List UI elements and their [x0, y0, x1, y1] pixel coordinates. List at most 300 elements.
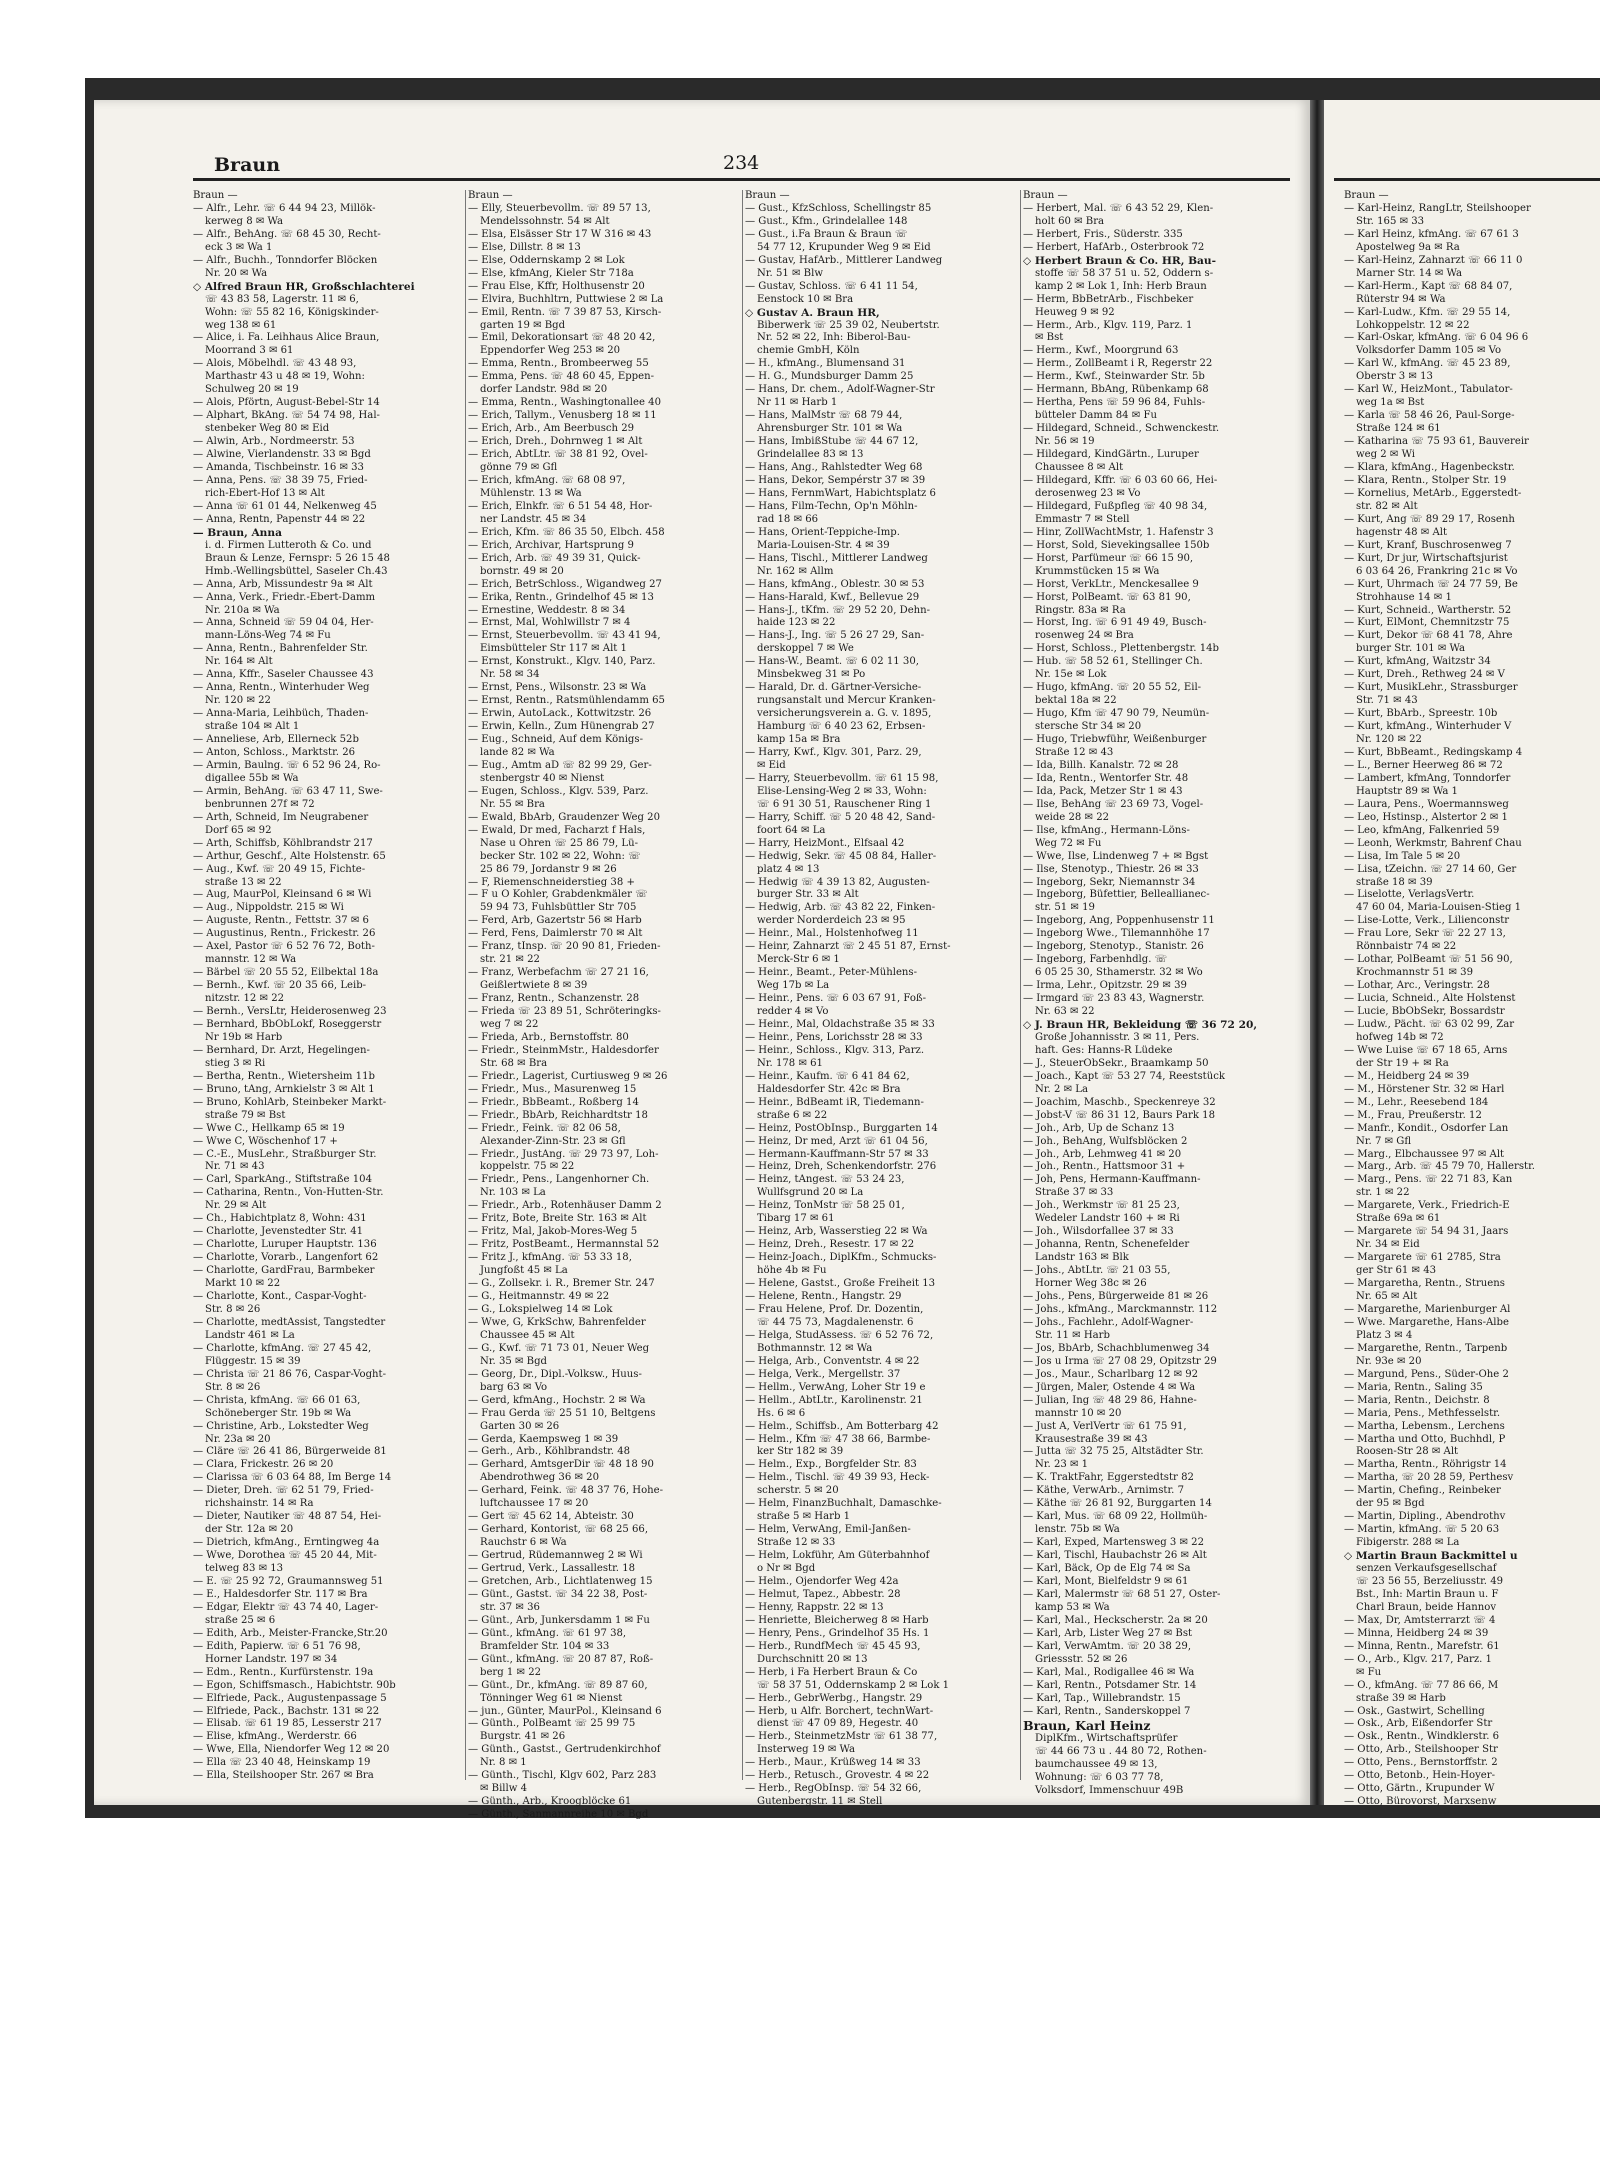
directory-entry-line: — Heinr., Beamt., Peter-Mühlens- [745, 967, 918, 979]
directory-entry-line: — Jos u Irma ☏ 27 08 29, Opitzstr 29 [1023, 1355, 1217, 1367]
directory-entry-line: — Hans, kfmAng., Oblestr. 30 ✉ 53 [745, 578, 925, 590]
directory-entry-line: — Auguste, Rentn., Fettstr. 37 ✉ 6 [193, 915, 369, 927]
directory-entry-line: — Heinz, Dreh., Resestr. 17 ✉ 22 [745, 1239, 915, 1251]
directory-entry-line: platz 4 ✉ 13 [757, 863, 820, 875]
directory-entry-line: — Heinr., Kaufm. ☏ 6 41 84 62, [745, 1070, 910, 1082]
directory-entry-line: — Ferd, Arb, Gazertstr 56 ✉ Harb [468, 915, 642, 927]
directory-entry-line: — Laura, Pens., Woermannsweg [1344, 798, 1509, 810]
directory-entry-line: — Axel, Pastor ☏ 6 52 76 72, Both- [193, 941, 375, 953]
directory-entry-line: — L., Berner Heerweg 86 ✉ 72 [1344, 759, 1503, 771]
directory-entry-line: — Gust., Kfm., Grindelallee 148 [745, 215, 908, 227]
directory-entry-line: Nr. 20 ✉ Wa [205, 267, 268, 279]
book-gutter [1310, 100, 1324, 1805]
directory-entry-line: — Emma, Rentn., Washingtonallee 40 [468, 397, 661, 409]
directory-entry-line: Bothmannstr. 12 ✉ Wa [757, 1342, 873, 1354]
directory-entry-line: ☏ 43 83 58, Lagerstr. 11 ✉ 6, [205, 293, 359, 305]
directory-entry-line: — Liselotte, VerlagsVertr. [1344, 889, 1475, 901]
directory-entry-line: — Gerd, kfmAng., Hochstr. 2 ✉ Wa [468, 1394, 646, 1406]
directory-entry-line: — Kurt, BbArb., Spreestr. 10b [1344, 708, 1498, 720]
directory-entry-line: — Ingeborg, Sekr, Niemannstr 34 [1023, 876, 1196, 888]
directory-entry-line: — C.-E., MusLehr., Straßburger Str. [193, 1148, 377, 1160]
directory-entry-line: — Helm., Kfm ☏ 47 38 66, Barmbe- [745, 1433, 931, 1445]
directory-entry-line: — Wwe, G, KrkSchw, Bahrenfelder [468, 1316, 646, 1328]
directory-entry-line: bektal 18a ✉ 22 [1035, 695, 1117, 707]
directory-entry-line: — Johs., Fachlehr., Adolf-Wagner- [1023, 1316, 1194, 1328]
directory-entry-line: straße 25 ✉ 6 [205, 1614, 276, 1626]
directory-entry-line: — Carl, SparkAng., Stiftstraße 104 [193, 1174, 372, 1186]
directory-entry-line: der Str. 12a ✉ 20 [205, 1524, 294, 1536]
directory-entry-line: Nr. 15e ✉ Lok [1035, 669, 1107, 681]
directory-entry-line: stenbergstr 40 ✉ Nienst [480, 772, 605, 784]
directory-entry-line: — Martin, Chefing., Reinbeker [1344, 1485, 1501, 1497]
directory-entry-line: — Anneliese, Arb, Ellerneck 52b [193, 734, 359, 746]
directory-entry-line: — Hedwig, Arb. ☏ 43 82 22, Finken- [745, 902, 936, 914]
directory-entry-line: — Günt., Gastst. ☏ 34 22 38, Post- [468, 1588, 648, 1600]
directory-entry-line: — Heinr., BdBeamt iR, Tiedemann- [745, 1096, 924, 1108]
directory-entry-line: — Helene, Gastst., Große Freiheit 13 [745, 1278, 936, 1290]
directory-entry-line: — Bärbel ☏ 20 55 52, Eilbektal 18a [193, 967, 379, 979]
directory-entry-line: — Erich, kfmAng. ☏ 68 08 97, [468, 474, 626, 486]
directory-entry-line: — Ingeborg, Ang, Poppenhusenstr 11 [1023, 915, 1215, 927]
directory-entry-line: digallee 55b ✉ Wa [205, 772, 299, 784]
directory-entry-line: koppelstr. 75 ✉ 22 [480, 1161, 575, 1173]
directory-entry-line: Str. 8 ✉ 26 [205, 1303, 261, 1315]
directory-entry-line: — Hans, Film-Techn, Op'n Möhln- [745, 500, 918, 512]
directory-entry-line: — Eug., Schneid, Auf dem Königs- [468, 734, 643, 746]
directory-entry-line: — Christa, kfmAng. ☏ 66 01 63, [193, 1394, 361, 1406]
directory-entry-line: — Harry, Schiff. ☏ 5 20 48 42, Sand- [745, 811, 936, 823]
directory-entry-line: — Gert ☏ 45 62 14, Abteistr. 30 [468, 1511, 634, 1523]
directory-entry-line: — Erich, Archivar, Hartsprung 9 [468, 539, 634, 551]
directory-entry-line: Braun, Karl Heinz [1023, 1718, 1151, 1734]
directory-entry-line: Dorf 65 ✉ 92 [205, 824, 272, 836]
directory-entry-line: ◇ Gustav A. Braun HR, [745, 306, 880, 319]
directory-entry-line: — Ernst, Konstrukt., Klgv. 140, Parz. [468, 656, 656, 668]
directory-entry-line: — Heinz, Dr med, Arzt ☏ 61 04 56, [745, 1135, 928, 1147]
directory-entry-line: — H., kfmAng., Blumensand 31 [745, 358, 906, 370]
directory-entry-line: — Karl-Heinz, RangLtr, Steilshooper [1344, 202, 1531, 214]
directory-entry-line: — Herb., RegObInsp. ☏ 54 32 66, [745, 1783, 922, 1795]
directory-entry-line: — Günt., kfmAng. ☏ 20 87 87, Roß- [468, 1653, 654, 1665]
directory-entry-line: — Helm., Ojendorfer Weg 42a [745, 1575, 899, 1587]
directory-entry-line: — Else, Dillstr. 8 ✉ 13 [468, 241, 581, 253]
directory-entry-line: Minsbekweg 31 ✉ Po [757, 669, 866, 681]
directory-entry-line: barg 63 ✉ Vo [480, 1381, 548, 1393]
directory-entry-line: Flüggestr. 15 ✉ 39 [205, 1355, 301, 1367]
directory-entry-line: o Nr ✉ Bgd [757, 1563, 816, 1575]
directory-entry-line: str. 37 ✉ 36 [480, 1601, 540, 1613]
directory-entry-line: — Charlotte, Luruper Hauptstr. 136 [193, 1239, 377, 1251]
directory-entry-line: ☏ 44 66 73 u . 44 80 72, Rothen- [1035, 1746, 1207, 1758]
directory-entry-line: — Marg., Arb. ☏ 45 79 70, Hallerstr. [1344, 1161, 1535, 1173]
directory-entry-line: — Elvira, Buchhltrn, Puttwiese 2 ✉ La [468, 293, 664, 305]
directory-entry-line: — Gustav, Schloss. ☏ 6 41 11 54, [745, 280, 918, 292]
directory-entry-line: der Str 19 + ✉ Ra [1356, 1057, 1449, 1069]
directory-entry-line: Tönninger Weg 61 ✉ Nienst [480, 1692, 623, 1704]
directory-entry-line: weg 2 ✉ Wi [1356, 449, 1416, 461]
directory-entry-line: — Frieda, Arb., Bernstoffstr. 80 [468, 1031, 629, 1043]
directory-entry-line: — Hellm., AbtLtr., Karolinenstr. 21 [745, 1394, 923, 1406]
directory-entry-line: — Anna, Pens. ☏ 38 39 75, Fried- [193, 474, 368, 486]
directory-entry-line: Krummstücken 15 ✉ Wa [1035, 565, 1160, 577]
directory-entry-line: — Ernestine, Weddestr. 8 ✉ 34 [468, 604, 626, 616]
directory-entry-line: — Arth, Schneid, Im Neugrabener [193, 811, 369, 823]
directory-column-4 [1023, 190, 1298, 1797]
directory-entry-line: ◇ Herbert Braun & Co. HR, Bau- [1023, 254, 1217, 267]
directory-entry-line: — Elfriede, Pack., Bachstr. 131 ✉ 22 [193, 1705, 380, 1717]
directory-entry-line: — Charlotte, GardFrau, Barmbeker [193, 1265, 375, 1277]
directory-entry-line: ☏ 6 91 30 51, Rauschener Ring 1 [757, 798, 932, 810]
directory-entry-line: — Wwe, Ella, Niendorfer Weg 12 ✉ 20 [193, 1744, 390, 1756]
directory-entry-line: — Helm, Lokführ, Am Güterbahnhof [745, 1550, 930, 1562]
directory-entry-line: — Gerhard, Feink. ☏ 48 37 76, Hohe- [468, 1485, 664, 1497]
directory-entry-line: rosenweg 24 ✉ Bra [1035, 630, 1134, 642]
directory-entry-line: Nr. 7 ✉ Gfl [1356, 1135, 1412, 1147]
directory-entry-line: — Margaretha, Rentn., Struens [1344, 1278, 1505, 1290]
directory-entry-line: — Anna, Rentn., Winterhuder Weg [193, 682, 370, 694]
directory-entry-line: Nr. 56 ✉ 19 [1035, 436, 1095, 448]
directory-entry-line: Burgstr. 41 ✉ 26 [480, 1731, 566, 1743]
directory-entry-line: Volksdorf, Immenschuur 49B [1035, 1785, 1184, 1797]
directory-entry-line: — Joh, Pens, Hermann-Kauffmann- [1023, 1174, 1201, 1186]
directory-entry-line: Nr. 34 ✉ Eid [1356, 1239, 1420, 1251]
directory-entry-line: kamp 2 ✉ Lok 1, Inh: Herb Braun [1035, 280, 1207, 292]
directory-entry-line: richshainstr. 14 ✉ Ra [205, 1498, 314, 1510]
directory-entry-line: i. d. Firmen Lutteroth & Co. und [205, 539, 372, 551]
directory-entry-line: ✉ Billw 4 [480, 1783, 528, 1795]
directory-entry-line: — Hugo, kfmAng. ☏ 20 55 52, Eil- [1023, 682, 1202, 694]
directory-entry-line: — Kurt, Ang ☏ 89 29 17, Rosenh [1344, 513, 1515, 525]
directory-entry-line: — Anna, Kffr., Saseler Chaussee 43 [193, 669, 374, 681]
directory-entry-line: — Eug., Amtm aD ☏ 82 99 29, Ger- [468, 759, 652, 771]
directory-entry-line: ◇ J. Braun HR, Bekleidung ☏ 36 72 20, [1023, 1019, 1258, 1031]
directory-entry-line: — Lisa, tZeichn. ☏ 27 14 60, Ger [1344, 863, 1517, 875]
directory-entry-line: — Klara, Rentn., Stolper Str. 19 [1344, 474, 1507, 486]
directory-entry-line: — Helene, Rentn., Hangstr. 29 [745, 1291, 902, 1303]
directory-entry-line: Nr. 178 ✉ 61 [757, 1057, 823, 1069]
directory-entry-line: — G., Zollsekr. i. R., Bremer Str. 247 [468, 1278, 655, 1290]
directory-entry-line: der 95 ✉ Bgd [1356, 1498, 1425, 1510]
directory-entry-line: Krochmannstr 51 ✉ 39 [1356, 967, 1474, 979]
directory-entry-line: — Erich, BetrSchloss., Wigandweg 27 [468, 578, 662, 590]
directory-entry-line: — Emma, Rentn., Brombeerweg 55 [468, 358, 649, 370]
directory-entry-line: Merck-Str 6 ✉ 1 [757, 954, 840, 966]
directory-entry-line: Strohhause 14 ✉ 1 [1356, 591, 1452, 603]
directory-entry-line: — Gust., i.Fa Braun & Braun ☏ [745, 228, 908, 240]
directory-entry-line: Maria-Louisen-Str. 4 ✉ 39 [757, 539, 890, 551]
directory-entry-line: — Kurt, Uhrmach ☏ 24 77 59, Be [1344, 578, 1518, 590]
directory-entry-line: Markt 10 ✉ 22 [205, 1278, 281, 1290]
directory-entry-line: eck 3 ✉ Wa 1 [205, 241, 273, 253]
directory-entry-line: — Hedwig ☏ 4 39 13 82, Augusten- [745, 876, 930, 888]
directory-entry-line: — Herb., GebrWerbg., Hangstr. 29 [745, 1692, 923, 1704]
directory-entry-line: — Joh., Wilsdorfallee 37 ✉ 33 [1023, 1226, 1174, 1238]
directory-entry-line: — Margarete ☏ 54 94 31, Jaars [1344, 1226, 1509, 1238]
directory-entry-line: — Johs., AbtLtr. ☏ 21 03 55, [1023, 1265, 1171, 1277]
directory-entry-line: — Otto, Gärtn., Krupunder W [1344, 1783, 1495, 1795]
directory-entry-line: — Anna, Arb, Missundestr 9a ✉ Alt [193, 578, 373, 590]
directory-entry-line: — Heinr., Schloss., Klgv. 313, Parz. [745, 1044, 925, 1056]
directory-entry-line: — Ernst, Mal, Wohlwillstr 7 ✉ 4 [468, 617, 631, 629]
directory-entry-line: — Kurt, BbBeamt., Redingskamp 4 [1344, 746, 1523, 758]
directory-entry-line: Hamburg ☏ 6 40 23 62, Erbsen- [757, 721, 926, 733]
directory-entry-line: Landstr 461 ✉ La [205, 1329, 295, 1341]
directory-entry-line: — Friedr., BbBeamt., Roßberg 14 [468, 1096, 639, 1108]
directory-entry-line: — Helga, Verk., Mergellstr. 37 [745, 1368, 901, 1380]
directory-entry-line: — Ernst, Rentn., Ratsmühlendamm 65 [468, 695, 665, 707]
directory-entry-line: Nr. 52 ✉ 22, Inh: Biberol-Bau- [757, 332, 911, 344]
directory-entry-line: — Kurt, Dr jur, Wirtschaftsjurist [1344, 552, 1508, 564]
directory-entry-line: — Edith, Arb., Meister-Francke,Str.20 [193, 1627, 388, 1639]
directory-entry-line: — Dietrich, kfmAng., Erntingweg 4a [193, 1537, 380, 1549]
directory-entry-line: — Ilse, Stenotyp., Thiestr. 26 ✉ 33 [1023, 863, 1199, 875]
directory-entry-line: — Ida, Rentn., Wentorfer Str. 48 [1023, 772, 1189, 784]
directory-entry-line: — Aug., Kwf. ☏ 20 49 15, Fichte- [193, 863, 366, 875]
directory-entry-line: straße 79 ✉ Bst [205, 1109, 286, 1121]
directory-entry-line: Wullfsgrund 20 ✉ La [757, 1187, 864, 1199]
directory-column-1 [193, 190, 468, 1780]
directory-entry-line: — Herb., SteinmetzMstr ☏ 61 38 77, [745, 1731, 938, 1743]
directory-entry-line: — Horst, Ing. ☏ 6 91 49 49, Busch- [1023, 617, 1207, 629]
directory-entry-line: — Ingeborg, Farbenhdlg. ☏ [1023, 954, 1168, 966]
page-number: 234 [723, 152, 760, 174]
directory-entry-line: garten 19 ✉ Bgd [480, 319, 566, 331]
directory-entry-line: höhe 4b ✉ Fu [757, 1265, 827, 1277]
directory-entry-line: redder 4 ✉ Vo [757, 1006, 829, 1018]
directory-entry-line: — Henny, Rappstr. 22 ✉ 13 [745, 1601, 884, 1613]
directory-entry-line: — Günt., kfmAng. ☏ 61 97 38, [468, 1627, 627, 1639]
directory-entry-line: — Martha, ☏ 20 28 59, Perthesv [1344, 1472, 1514, 1484]
directory-entry-line: — Herb., Retusch., Grovestr. 4 ✉ 22 [745, 1770, 930, 1782]
directory-entry-line: — Karl, Mal., Rodigallee 46 ✉ Wa [1023, 1666, 1195, 1678]
directory-entry-line: — Eugen, Schloss., Klgv. 539, Parz. [468, 785, 649, 797]
directory-entry-line: Straße 124 ✉ 61 [1356, 423, 1441, 435]
directory-entry-line: — Henry, Pens., Grindelhof 35 Hs. 1 [745, 1627, 930, 1639]
directory-entry-line: — K. TraktFahr, Eggerstedtstr 82 [1023, 1472, 1194, 1484]
directory-entry-line: Mühlenstr. 13 ✉ Wa [480, 487, 582, 499]
directory-entry-line: Alexander-Zinn-Str. 23 ✉ Gfl [480, 1135, 626, 1147]
directory-entry-line: — Helm, VerwAng, Emil-Janßen- [745, 1524, 911, 1536]
directory-entry-line: Tibarg 17 ✉ 61 [757, 1213, 835, 1225]
directory-entry-line: hagenstr 48 ✉ Alt [1356, 526, 1448, 538]
directory-entry-line: — Helm., Schiffsb., Am Botterbarg 42 [745, 1420, 939, 1432]
directory-entry-line: — Gertrud, Rüdemannweg 2 ✉ Wi [468, 1550, 643, 1562]
directory-entry-line: — Karl, Exped, Martensweg 3 ✉ 22 [1023, 1537, 1205, 1549]
directory-entry-line: ker Str 182 ✉ 39 [757, 1446, 844, 1458]
directory-entry-line: Marner Str. 14 ✉ Wa [1356, 267, 1463, 279]
directory-entry-line: — Hans-Harald, Kwf., Bellevue 29 [745, 591, 920, 603]
directory-entry-line: — Heinz, PostObInsp., Burggarten 14 [745, 1122, 938, 1134]
directory-entry-line: — Hildegard, Schneid., Schwenckestr. [1023, 423, 1220, 435]
directory-entry-line: — Lise-Lotte, Verk., Lilienconstr [1344, 915, 1510, 927]
directory-entry-line: — Margarete ☏ 61 2785, Stra [1344, 1252, 1501, 1264]
directory-entry-line: — Hedwig, Sekr. ☏ 45 08 84, Haller- [745, 850, 937, 862]
directory-entry-line: Horner Weg 38c ✉ 26 [1035, 1278, 1147, 1290]
directory-entry-line: — Hertha, Pens ☏ 59 96 84, Fuhls- [1023, 397, 1206, 409]
directory-entry-line: — Karl, Tischl, Haubachstr 26 ✉ Alt [1023, 1550, 1207, 1562]
directory-entry-line: weg 138 ✉ 61 [205, 319, 277, 331]
directory-entry-line: — Hildegard, Kffr. ☏ 6 03 60 66, Hei- [1023, 474, 1218, 486]
directory-entry-line: — Günth., Arb., Kroogblöcke 61 [468, 1796, 632, 1808]
directory-entry-line: — Armin, Baulng. ☏ 6 52 96 24, Ro- [193, 759, 381, 771]
directory-entry-line: — Braun, Anna [193, 526, 282, 539]
directory-entry-line: scherstr. 5 ✉ 20 [757, 1485, 839, 1497]
directory-entry-line: — Charlotte, kfmAng. ☏ 27 45 42, [193, 1342, 372, 1354]
directory-entry-line: Horner Landstr. 197 ✉ 34 [205, 1653, 338, 1665]
directory-entry-line: — Erich, Dreh., Dohrnweg 1 ✉ Alt [468, 436, 643, 448]
directory-entry-line: — Kornelius, MetArb., Eggerstedt- [1344, 487, 1522, 499]
directory-entry-line: — Marg., Pens. ☏ 22 71 83, Kan [1344, 1174, 1513, 1186]
directory-entry-line: — Jos., Maur., Scharlbarg 12 ✉ 92 [1023, 1368, 1199, 1380]
directory-entry-line: — Hans, MalMstr ☏ 68 79 44, [745, 410, 903, 422]
directory-entry-line: — Harry, HeizMont., Elfsaal 42 [745, 837, 905, 849]
directory-entry-line: Nr. 2 ✉ La [1035, 1083, 1088, 1095]
directory-entry-line: holt 60 ✉ Bra [1035, 215, 1105, 227]
directory-entry-line: — Erich, Arb. ☏ 49 39 31, Quick- [468, 552, 641, 564]
directory-entry-line: — Helm., Exp., Borgfelder Str. 83 [745, 1459, 917, 1471]
directory-entry-line: — Martha, Rentn., Röhrigstr 14 [1344, 1459, 1507, 1471]
directory-entry-line: — Käthe ☏ 26 81 92, Burggarten 14 [1023, 1498, 1212, 1510]
directory-entry-line: ☏ 58 37 51, Oddernskamp 2 ✉ Lok 1 [757, 1679, 950, 1691]
directory-entry-line: — Maria, Rentn., Saling 35 [1344, 1381, 1483, 1393]
directory-entry-line: ✉ Bst [1035, 332, 1064, 344]
directory-entry-line: 47 60 04, Maria-Louisen-Stieg 1 [1356, 902, 1522, 914]
directory-entry-line: — Ludw., Pächt. ☏ 63 02 99, Zar [1344, 1019, 1515, 1030]
directory-entry-line: — Otto, Betonb., Hein-Hoyer- [1344, 1770, 1496, 1782]
directory-entry-line: — Irmgard ☏ 23 83 43, Wagnerstr. [1023, 993, 1205, 1005]
directory-entry-line: — Lisa, Im Tale 5 ✉ 20 [1344, 850, 1461, 862]
directory-entry-line: lenstr. 75b ✉ Wa [1035, 1524, 1120, 1536]
directory-entry-line: Oberstr 3 ✉ 13 [1356, 371, 1433, 383]
directory-entry-line: — Elsa, Elsässer Str 17 W 316 ✉ 43 [468, 228, 652, 240]
directory-entry-line: Nr. 23 ✉ 1 [1035, 1459, 1089, 1471]
directory-entry-line: Abendrothweg 36 ✉ 20 [480, 1472, 599, 1484]
directory-entry-line: — Heinz, Dreh, Schenkendorfstr. 276 [745, 1161, 937, 1173]
directory-entry-line: — Karl W., HeizMont., Tabulator- [1344, 384, 1513, 396]
directory-entry-line: burger Str. 33 ✉ Alt [757, 889, 859, 901]
directory-entry-line: bornstr. 49 ✉ 20 [480, 565, 564, 577]
directory-entry-line: — Hans-J., tKfm. ☏ 29 52 20, Dehn- [745, 604, 931, 616]
directory-entry-line: Rüterstr 94 ✉ Wa [1356, 293, 1446, 305]
directory-entry-line: rad 18 ✉ 66 [757, 513, 819, 525]
directory-entry-line: Hauptstr 89 ✉ Wa 1 [1356, 785, 1458, 797]
header-rule-right-page [1334, 178, 1600, 181]
directory-entry-line: — Frau Gerda ☏ 25 51 10, Beltgens [468, 1407, 656, 1419]
directory-entry-line: — Hans, ImbißStube ☏ 44 67 12, [745, 436, 919, 448]
directory-entry-line: — Günth., Gastst., Gertrudenkirchhof [468, 1744, 661, 1756]
directory-entry-line: — Kurt, kfmAng, Waitzstr 34 [1344, 656, 1491, 668]
directory-entry-line: — Ewald, Dr med, Facharzt f Hals, [468, 824, 646, 836]
directory-entry-line: — Bernh., VersLtr, Heiderosenweg 23 [193, 1006, 387, 1018]
directory-entry-line: — Karl W., kfmAng. ☏ 45 23 89, [1344, 358, 1511, 370]
directory-entry-line: — Lucia, Schneid., Alte Holstenst [1344, 993, 1516, 1005]
directory-entry-line: — Emil, Rentn. ☏ 7 39 87 53, Kirsch- [468, 306, 662, 318]
directory-entry-line: — Erich, AbtLtr. ☏ 38 81 92, Ovel- [468, 449, 648, 461]
directory-entry-line: — Herm., Kwf., Moorgrund 63 [1023, 345, 1179, 357]
directory-entry-line: — Herbert, Fris., Süderstr. 335 [1023, 228, 1183, 240]
directory-entry-line: Braun — [745, 190, 790, 201]
directory-entry-line: Griessstr. 52 ✉ 26 [1035, 1653, 1128, 1665]
directory-entry-line: — Bernh., Kwf. ☏ 20 35 66, Leib- [193, 980, 367, 992]
directory-entry-line: — Fritz, Mal, Jakob-Mores-Weg 5 [468, 1226, 638, 1238]
directory-entry-line: — Margarethe, Rentn., Tarpenb [1344, 1342, 1508, 1354]
directory-entry-line: — Cläre ☏ 26 41 86, Bürgerweide 81 [193, 1446, 387, 1458]
directory-entry-line: — Hub. ☏ 58 52 61, Stellinger Ch. [1023, 656, 1203, 668]
directory-entry-line: 59 94 73, Fuhlsbüttler Str 705 [480, 902, 637, 914]
directory-entry-line: — Joach., Kapt ☏ 53 27 74, Reeststück [1023, 1070, 1225, 1082]
directory-entry-line: — Manfr., Kondit., Osdorfer Lan [1344, 1122, 1509, 1134]
directory-entry-line: — Johanna, Rentn, Schenefelder [1023, 1239, 1190, 1251]
directory-entry-line: Bramfelder Str. 104 ✉ 33 [480, 1640, 610, 1652]
directory-entry-line: — O., Arb., Klgv. 217, Parz. 1 [1344, 1653, 1492, 1665]
directory-entry-line: Wohn: ☏ 55 82 16, Königskinder- [205, 306, 379, 318]
directory-entry-line: — Herm., Arb., Klgv. 119, Parz. 1 [1023, 319, 1193, 331]
directory-entry-line: — Hans, Dr. chem., Adolf-Wagner-Str [745, 384, 935, 396]
directory-entry-line: — Ferd, Fens, Daimlerstr 70 ✉ Alt [468, 928, 643, 940]
directory-entry-line: Weg 17b ✉ La [757, 980, 830, 992]
directory-entry-line: Eppendorfer Weg 253 ✉ 20 [480, 345, 621, 357]
directory-entry-line: — Charlotte, Kont., Caspar-Voght- [193, 1291, 367, 1303]
directory-entry-line: Mendelssohnstr. 54 ✉ Alt [480, 215, 610, 227]
directory-entry-line: — Heinr., Mal, Oldachstraße 35 ✉ 33 [745, 1019, 935, 1030]
directory-entry-line: Wohnung: ☏ 6 03 77 78, [1035, 1772, 1164, 1784]
directory-entry-line: — Franz, tInsp. ☏ 20 90 81, Frieden- [468, 941, 661, 953]
directory-entry-line: — Jutta ☏ 32 75 25, Altstädter Str. [1023, 1446, 1204, 1458]
directory-entry-line: Schöneberger Str. 19b ✉ Wa [205, 1407, 352, 1419]
directory-entry-line: — Kurt, Dekor ☏ 68 41 78, Ahre [1344, 630, 1513, 642]
directory-entry-line: — Anna, Verk., Friedr.-Ebert-Damm [193, 591, 376, 603]
directory-entry-line: — Else, kfmAng, Kieler Str 718a [468, 267, 634, 279]
directory-entry-line: Braun & Lenze, Fernspr: 5 26 15 48 [205, 552, 390, 564]
directory-entry-line: — Maria, Pens., Methfesselstr. [1344, 1407, 1501, 1419]
directory-entry-line: — M., Heidberg 24 ✉ 39 [1344, 1070, 1470, 1082]
directory-entry-line: — J., SteuerObSekr., Braamkamp 50 [1023, 1057, 1209, 1069]
directory-column-right-page [1344, 190, 1600, 1808]
directory-entry-line: — Kurt, MusikLehr., Strassburger [1344, 682, 1518, 694]
directory-entry-line: — Edith, Papierw. ☏ 6 51 76 98, [193, 1640, 361, 1652]
directory-entry-line: Nr. 210a ✉ Wa [205, 604, 280, 616]
directory-entry-line: Nr. 65 ✉ Alt [1356, 1291, 1418, 1303]
directory-entry-line: — M., Lehr., Reesebend 184 [1344, 1096, 1489, 1108]
directory-entry-line: — Jobst-V ☏ 86 31 12, Baurs Park 18 [1023, 1109, 1215, 1121]
directory-entry-line: 6 05 25 30, Sthamerstr. 32 ✉ Wo [1035, 967, 1203, 979]
directory-entry-line: ☏ 23 56 55, Berzeliusstr. 49 [1356, 1575, 1504, 1587]
directory-column-2 [468, 190, 743, 1821]
directory-entry-line: — Armin, BehAng. ☏ 63 47 11, Swe- [193, 785, 383, 797]
directory-entry-line: — Harald, Dr. d. Gärtner-Versiche- [745, 682, 922, 694]
directory-entry-line: Nr. 35 ✉ Bgd [480, 1355, 548, 1367]
directory-entry-line: — O., kfmAng. ☏ 77 86 66, M [1344, 1679, 1499, 1691]
running-head-surname: Braun [214, 154, 281, 176]
directory-entry-line: — Martha, Lebensm., Lerchens [1344, 1420, 1505, 1432]
directory-entry-line: — Otto, Bürovorst, Marxsenw [1344, 1796, 1497, 1808]
directory-entry-line: — Klara, kfmAng., Hagenbeckstr. [1344, 462, 1515, 474]
directory-entry-line: Str. 68 ✉ Bra [480, 1057, 548, 1069]
directory-entry-line: — Jos, BbArb, Schachblumenweg 34 [1023, 1342, 1210, 1354]
directory-entry-line: — Max, Dr, Amtsterrarzt ☏ 4 [1344, 1614, 1496, 1626]
directory-entry-line: — Minna, Rentn., Marefstr. 61 [1344, 1640, 1500, 1652]
directory-entry-line: — Anna-Maria, Leihbüch, Thaden- [193, 708, 369, 720]
directory-entry-line: — Helga, Arb., Conventstr. 4 ✉ 22 [745, 1355, 920, 1367]
directory-entry-line: — Herm., Kwf., Steinwarder Str. 5b [1023, 371, 1205, 383]
directory-entry-line: — Wwe C, Wöschenhof 17 + [193, 1135, 338, 1147]
directory-entry-line: — Friedr., Lagerist, Curtiusweg 9 ✉ 26 [468, 1070, 668, 1082]
directory-entry-line: foort 64 ✉ La [757, 824, 826, 836]
directory-entry-line: ◇ Alfred Braun HR, Großschlachterei [193, 280, 415, 293]
directory-entry-line: nitzstr. 12 ✉ 22 [205, 993, 285, 1005]
directory-entry-line: — Egon, Schiffsmasch., Habichtstr. 90b [193, 1679, 396, 1691]
directory-entry-line: — Clarissa ☏ 6 03 64 88, Im Berge 14 [193, 1472, 392, 1484]
